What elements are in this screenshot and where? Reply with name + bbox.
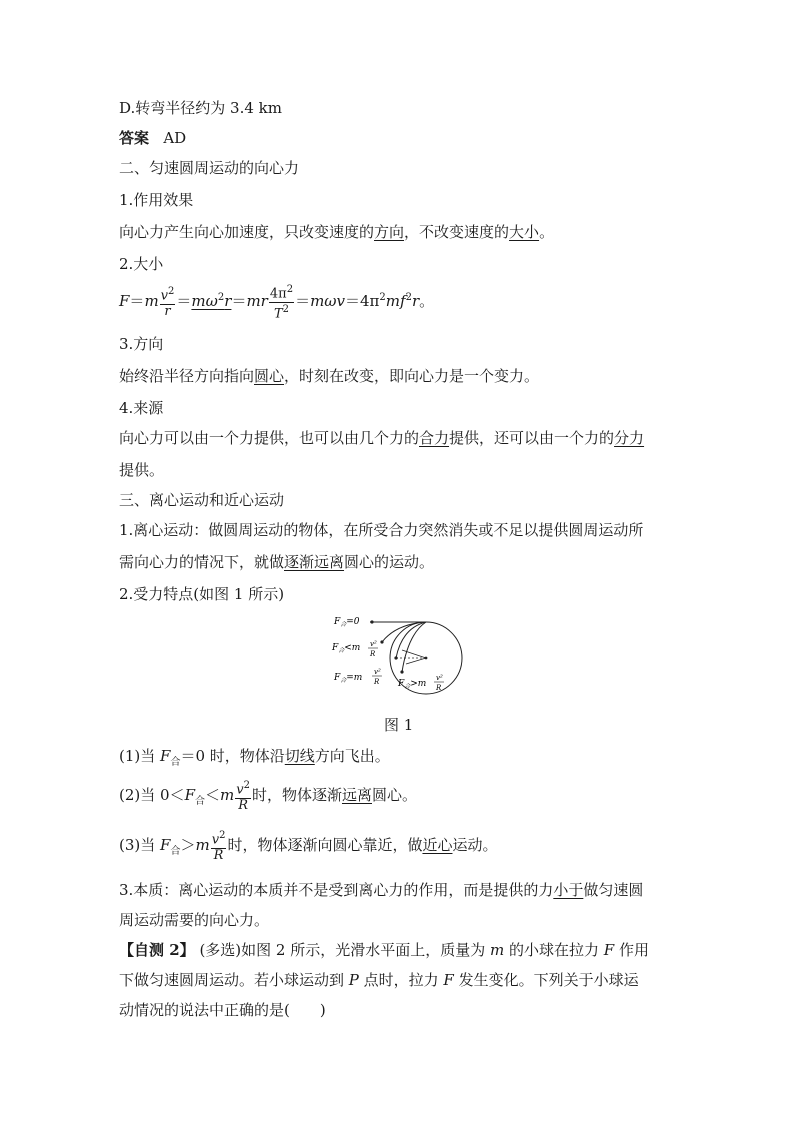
underlined-term: 逐渐远离: [284, 553, 345, 571]
text-run: 时，物体逐渐: [251, 786, 342, 804]
text-run: 发生变化。下列关于小球运: [453, 971, 639, 989]
text-run: 作用: [614, 941, 649, 959]
underlined-term: 小于: [553, 881, 584, 899]
text-run: 向心力可以由一个力提供，也可以由几个力的: [119, 429, 420, 447]
source-text-cont: 提供。: [119, 461, 165, 479]
text-run: 圆心的运动。: [344, 553, 435, 571]
underlined-term: 方向: [374, 223, 405, 241]
option-d: D.转弯半径约为 3.4 km: [119, 99, 282, 117]
svg-text:F合>m: $F_合>m$: [398, 679, 427, 690]
text-run: 提供，还可以由一个力的: [449, 429, 615, 447]
size-title: 2.大小: [119, 255, 164, 273]
svg-text:v²: v²: [436, 674, 443, 682]
text-run: 下做匀速圆周运动。若小球运动到: [119, 971, 349, 989]
section-2-title: 二、匀速圆周运动的向心力: [119, 159, 300, 177]
underlined-term: 切线: [284, 747, 315, 765]
figure-1-caption: 图 1: [384, 716, 414, 734]
svg-text:v²: v²: [374, 668, 381, 676]
self-test-2-line-3: 动情况的说法中正确的是( ): [119, 1001, 326, 1019]
svg-text:R: R: [370, 650, 376, 658]
text-run: 向心力产生向心加速度，只改变速度的: [119, 223, 375, 241]
section-3-title: 三、离心运动和近心运动: [119, 491, 285, 509]
text-run: (多选)如图 2 所示，光滑水平面上，质量为: [194, 941, 490, 959]
effect-text: [119, 222, 554, 242]
centrifugal-def-2: [119, 552, 434, 572]
text-run: ，不改变速度的: [404, 223, 510, 241]
underlined-term: 近心: [422, 836, 453, 854]
svg-text:v²: v²: [370, 640, 377, 648]
answer-value: AD: [163, 129, 187, 147]
direction-text: [119, 366, 539, 386]
text-run: ，时刻在改变，即向心力是一个变力。: [284, 367, 540, 385]
text-run: 圆心。: [372, 786, 418, 804]
text-run: (1)当: [119, 747, 161, 765]
svg-text:F合=m: $F_合=m$: [334, 673, 363, 684]
self-test-2-line-1: 【自测 2】 (多选)如图 2 所示，光滑水平面上，质量为 m 的小球在拉力 F 作用: [119, 941, 649, 959]
case-1: (1)当 $F_合=0$ 时，物体沿切线方向飞出。: [119, 747, 390, 768]
source-title: 4.来源: [119, 399, 164, 417]
answer-line: [119, 128, 186, 148]
self-test-tag: 【自测 2】: [119, 941, 195, 959]
underlined-term: 合力: [419, 429, 450, 447]
essence-2: 周运动需要的向心力。: [119, 911, 270, 929]
case-3: (3)当 $F_合>m$ $\frac{v^2}{R}$ 时，物体逐渐向圆心靠近，做近心运动。: [119, 830, 498, 863]
force-feature-title: 2.受力特点(如图 1 所示): [119, 585, 285, 603]
centripetal-force-formula: F＝m $\frac{v^2}{r}$ $=m\omega^2r=mr$ $\frac{4\pi^2}{T^2}$ $=m\omega v=4\pi^2mf^2r$。: [119, 284, 435, 321]
svg-text:R: R: [436, 684, 442, 692]
underlined-term: 远离: [341, 786, 372, 804]
case-2: (2)当 $0<F_合<m$ $\frac{v^2}{R}$ 时，物体逐渐远离圆心。: [119, 780, 418, 813]
svg-text:F合<m: $F_合<m$: [332, 643, 361, 654]
text-run: (2)当 0＜: [119, 786, 185, 804]
text-run: 始终沿半径方向指向: [119, 367, 255, 385]
text-run: 方向飞出。: [314, 747, 390, 765]
text-run: 3.本质：离心运动的本质并不是受到离心力的作用，而是提供的力: [119, 881, 554, 899]
text-run: 运动。: [452, 836, 498, 854]
text-run: 时，物体逐渐向圆心靠近，做: [227, 836, 423, 854]
svg-text:R: R: [374, 678, 380, 686]
answer-label: 答案: [119, 129, 150, 147]
underlined-term: 圆心: [254, 367, 285, 385]
source-text: [119, 428, 644, 448]
underlined-term: 大小: [509, 223, 540, 241]
text-run: 的小球在拉力: [504, 941, 604, 959]
centrifugal-def-1: 1.离心运动：做圆周运动的物体，在所受合力突然消失或不足以提供圆周运动所: [119, 521, 644, 539]
text-run: 。: [539, 223, 555, 241]
text-run: 做匀速圆: [583, 881, 644, 899]
effect-title: 1.作用效果: [119, 191, 194, 209]
svg-text:F合=0: $F_合=0$: [334, 617, 360, 628]
self-test-2-line-2: 下做匀速圆周运动。若小球运动到 P 点时，拉力 F 发生变化。下列关于小球运: [119, 971, 639, 989]
direction-title: 3.方向: [119, 335, 164, 353]
text-run: (3)当: [119, 836, 161, 854]
essence-1: [119, 880, 643, 900]
text-run: ＝0 时，物体沿: [180, 747, 285, 765]
text-run: 需向心力的情况下，就做: [119, 553, 285, 571]
figure-1-diagram: [330, 608, 470, 708]
underlined-term: 分力: [614, 429, 645, 447]
text-run: 点时，拉力: [358, 971, 444, 989]
